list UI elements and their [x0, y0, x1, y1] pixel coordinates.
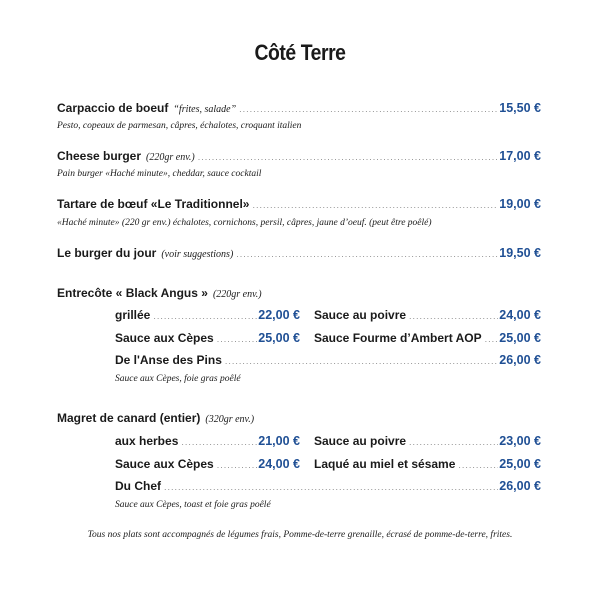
dot-leader — [164, 478, 498, 496]
item-note: “frites, salade” — [173, 104, 237, 115]
option-name: Laqué au miel et sésame — [314, 457, 456, 471]
section-note: (320gr env.) — [205, 414, 255, 425]
item-note: (voir suggestions) — [161, 249, 234, 260]
dot-leader — [198, 148, 499, 166]
dot-leader — [153, 307, 257, 325]
option-price: 21,00 € — [258, 434, 300, 448]
option-laque-miel — [314, 455, 541, 473]
option-price: 25,00 € — [258, 331, 300, 345]
menu-item-tartare — [57, 195, 541, 213]
page-title: Côté Terre — [254, 40, 346, 65]
option-price: 25,00 € — [499, 331, 541, 345]
item-price: 19,00 € — [499, 197, 541, 211]
option-sauce-poivre — [314, 306, 541, 324]
option-name: aux herbes — [115, 434, 179, 448]
item-note: (220gr env.) — [146, 152, 195, 163]
dot-leader — [225, 352, 498, 370]
section-note: (220gr env.) — [212, 289, 262, 300]
option-name: Sauce aux Cèpes — [115, 457, 214, 471]
dot-leader — [409, 433, 498, 451]
item-name: Carpaccio de boeuf — [57, 101, 169, 115]
section-name: Entrecôte « Black Angus » — [57, 286, 208, 300]
dot-leader — [239, 100, 498, 118]
option-description: Sauce aux Cèpes, toast et foie gras poêlé — [115, 500, 271, 510]
menu-item-cheese-burger — [57, 147, 541, 165]
option-name: Sauce aux Cèpes — [115, 331, 214, 345]
item-name: Cheese burger — [57, 149, 142, 163]
option-sauce-fourme — [314, 329, 541, 347]
dot-leader — [217, 456, 258, 474]
option-aux-herbes — [115, 432, 300, 450]
item-price: 19,50 € — [499, 246, 541, 260]
option-name: De l'Anse des Pins — [115, 353, 222, 367]
menu-item-burger-du-jour — [57, 244, 541, 262]
option-du-chef — [115, 477, 541, 495]
option-price: 22,00 € — [258, 308, 300, 322]
item-description: Pain burger «Haché minute», cheddar, sauce cocktail — [57, 169, 262, 179]
option-name: Du Chef — [115, 479, 161, 493]
option-description: Sauce aux Cèpes, foie gras poêlé — [115, 374, 241, 384]
option-sauce-cepes — [115, 455, 300, 473]
option-sauce-poivre — [314, 432, 541, 450]
option-grillee — [115, 306, 300, 324]
item-description: «Haché minute» (220 gr env.) échalotes, cornichons, persil, câpres, jaune d’oeuf. (peut être poêlé) — [57, 218, 432, 228]
option-price: 25,00 € — [499, 457, 541, 471]
section-entrecote-heading — [57, 286, 262, 300]
footer-note: Tous nos plats sont accompagnés de légumes frais, Pomme-de-terre grenaille, écrasé de pomme-de-terre, frites. — [87, 530, 513, 540]
item-description: Pesto, copeaux de parmesan, câpres, échalotes, croquant italien — [57, 121, 302, 131]
option-name: Sauce au poivre — [314, 434, 407, 448]
option-price: 24,00 € — [258, 457, 300, 471]
dot-leader — [458, 456, 498, 474]
menu-item-carpaccio — [57, 99, 541, 117]
option-sauce-cepes — [115, 329, 300, 347]
option-price: 26,00 € — [499, 479, 541, 493]
section-name: Magret de canard (entier) — [57, 411, 201, 425]
dot-leader — [217, 330, 258, 348]
dot-leader — [236, 245, 498, 263]
option-name: Sauce Fourme d’Ambert AOP — [314, 331, 482, 345]
option-name: Sauce au poivre — [314, 308, 407, 322]
dot-leader — [181, 433, 257, 451]
section-magret-heading — [57, 411, 254, 425]
item-price: 15,50 € — [499, 101, 541, 115]
dot-leader — [252, 196, 498, 214]
option-name: grillée — [115, 308, 151, 322]
item-name: Tartare de bœuf «Le Traditionnel» — [57, 197, 250, 211]
option-price: 23,00 € — [499, 434, 541, 448]
option-anse-des-pins — [115, 351, 541, 369]
option-price: 24,00 € — [499, 308, 541, 322]
item-name: Le burger du jour — [57, 246, 157, 260]
option-price: 26,00 € — [499, 353, 541, 367]
dot-leader — [409, 307, 498, 325]
item-price: 17,00 € — [499, 149, 541, 163]
dot-leader — [485, 330, 499, 348]
